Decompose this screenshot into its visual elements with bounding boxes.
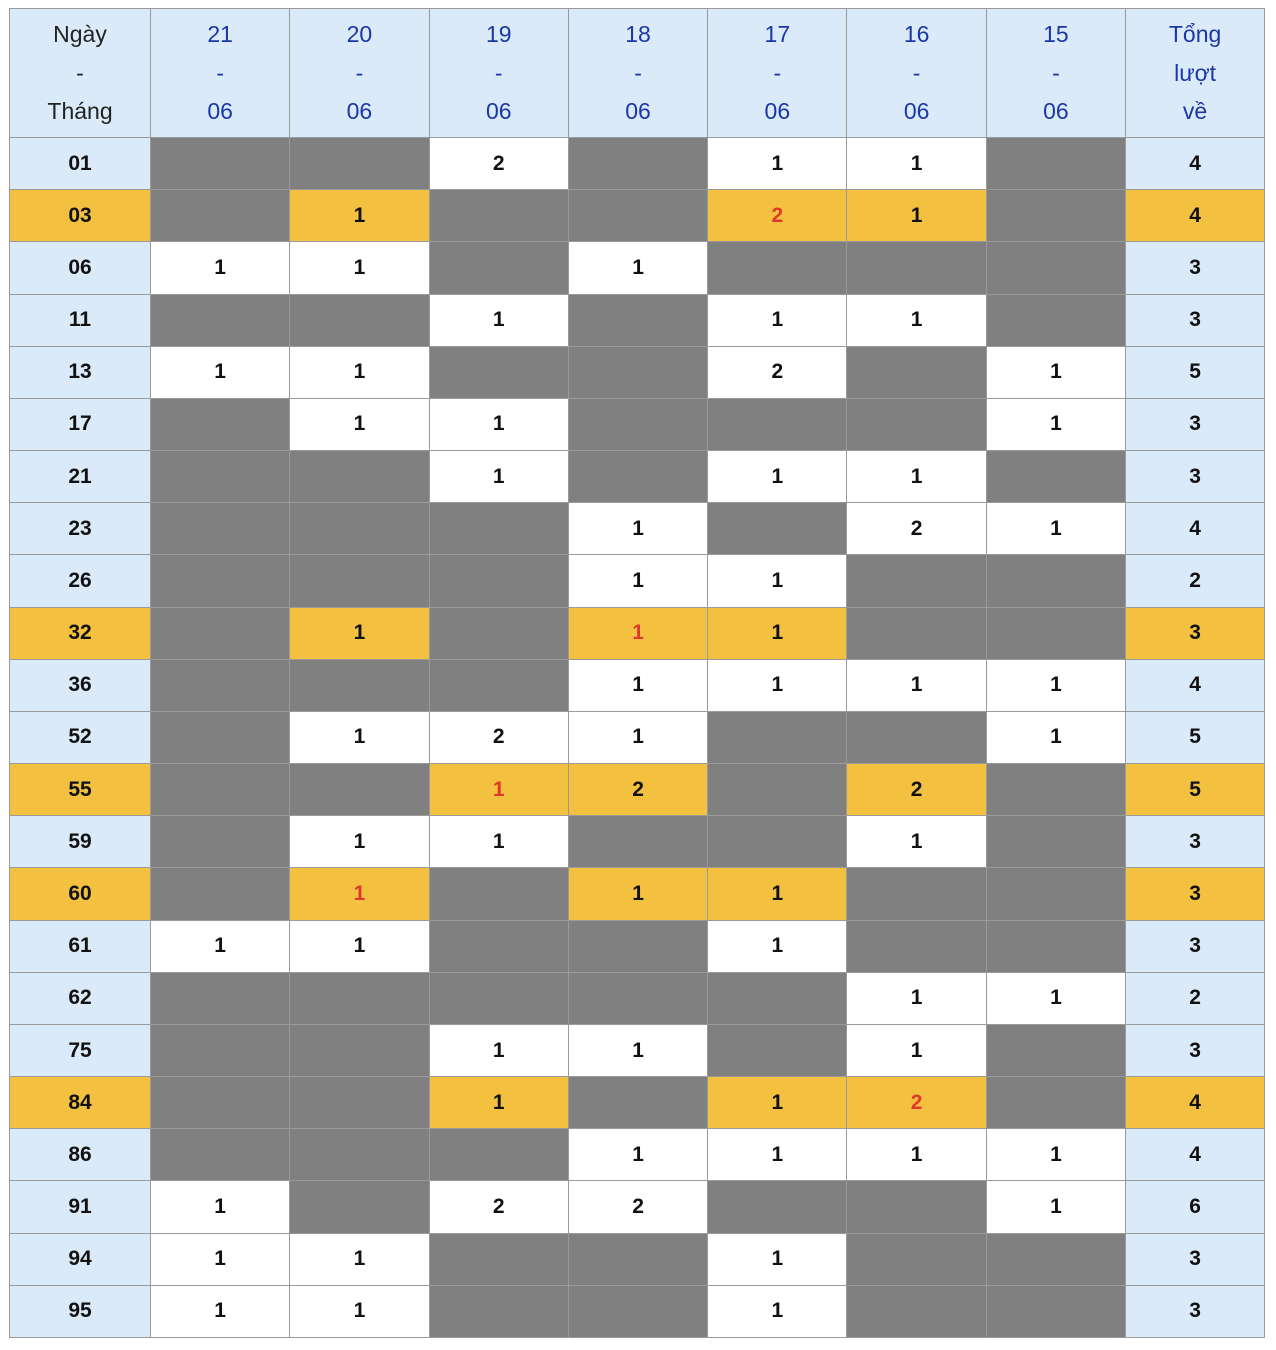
table-row — [10, 1129, 1265, 1181]
empty-cell — [847, 398, 986, 450]
header-month: 06 — [764, 98, 791, 125]
empty-cell — [429, 659, 568, 711]
empty-cell — [151, 398, 290, 450]
header-total-line: về — [1182, 98, 1208, 125]
count-cell: 1 — [151, 346, 290, 398]
table-row — [10, 555, 1265, 607]
header-date-16-06 — [847, 9, 986, 138]
row-total: 3 — [1126, 868, 1265, 920]
header-month: 06 — [625, 98, 651, 125]
empty-cell — [151, 816, 290, 868]
empty-cell — [429, 1129, 568, 1181]
row-number: 06 — [10, 242, 151, 294]
empty-cell — [986, 816, 1125, 868]
count-cell: 1 — [568, 1129, 707, 1181]
row-total: 4 — [1126, 503, 1265, 555]
empty-cell — [568, 920, 707, 972]
header-day: 17 — [764, 21, 791, 48]
row-number: 59 — [10, 816, 151, 868]
empty-cell — [429, 1285, 568, 1337]
count-cell: 1 — [986, 659, 1125, 711]
table-row — [10, 294, 1265, 346]
row-number: 62 — [10, 972, 151, 1024]
count-cell: 1 — [708, 607, 847, 659]
empty-cell — [986, 868, 1125, 920]
empty-cell — [151, 1024, 290, 1076]
empty-cell — [151, 607, 290, 659]
empty-cell — [847, 607, 986, 659]
count-cell: 1 — [986, 972, 1125, 1024]
row-total: 3 — [1126, 816, 1265, 868]
count-cell: 1 — [151, 1285, 290, 1337]
empty-cell — [568, 398, 707, 450]
header-separator: - — [1052, 59, 1060, 86]
row-number: 95 — [10, 1285, 151, 1337]
table-row — [10, 242, 1265, 294]
empty-cell — [429, 972, 568, 1024]
row-total: 3 — [1126, 1285, 1265, 1337]
row-number: 75 — [10, 1024, 151, 1076]
empty-cell — [429, 346, 568, 398]
empty-cell — [986, 138, 1125, 190]
row-number: 52 — [10, 711, 151, 763]
row-total: 3 — [1126, 451, 1265, 503]
table-row — [10, 711, 1265, 763]
row-number: 55 — [10, 764, 151, 816]
empty-cell — [847, 555, 986, 607]
empty-cell — [986, 451, 1125, 503]
count-cell: 1 — [986, 346, 1125, 398]
row-total: 4 — [1126, 138, 1265, 190]
empty-cell — [151, 972, 290, 1024]
empty-cell — [429, 1233, 568, 1285]
header-date-20-06 — [290, 9, 429, 138]
empty-cell — [568, 294, 707, 346]
count-cell: 1 — [151, 1233, 290, 1285]
count-cell: 1 — [429, 1077, 568, 1129]
count-cell: 1 — [986, 503, 1125, 555]
empty-cell — [290, 1077, 429, 1129]
header-day: 15 — [1043, 21, 1069, 48]
empty-cell — [847, 346, 986, 398]
count-cell: 1 — [290, 190, 429, 242]
count-cell: 1 — [568, 503, 707, 555]
table-row — [10, 503, 1265, 555]
count-cell: 1 — [429, 294, 568, 346]
empty-cell — [568, 1285, 707, 1337]
empty-cell — [151, 294, 290, 346]
row-number: 36 — [10, 659, 151, 711]
count-cell: 1 — [708, 659, 847, 711]
empty-cell — [568, 816, 707, 868]
count-cell: 1 — [568, 868, 707, 920]
count-cell: 1 — [708, 1129, 847, 1181]
table-row — [10, 451, 1265, 503]
empty-cell — [151, 1129, 290, 1181]
empty-cell — [986, 555, 1125, 607]
header-label-line: Ngày — [53, 21, 107, 48]
row-total: 3 — [1126, 607, 1265, 659]
header-date-label — [10, 9, 151, 138]
empty-cell — [708, 398, 847, 450]
count-cell: 1 — [290, 1285, 429, 1337]
empty-cell — [290, 1181, 429, 1233]
count-cell: 1 — [151, 242, 290, 294]
header-separator: - — [773, 59, 782, 86]
empty-cell — [708, 1024, 847, 1076]
empty-cell — [151, 659, 290, 711]
empty-cell — [290, 138, 429, 190]
count-cell: 1 — [986, 1129, 1125, 1181]
empty-cell — [986, 242, 1125, 294]
count-cell: 1 — [290, 1233, 429, 1285]
empty-cell — [568, 190, 707, 242]
empty-cell — [708, 816, 847, 868]
row-total: 5 — [1126, 764, 1265, 816]
header-total-line: lượt — [1174, 59, 1217, 86]
count-cell: 1 — [568, 607, 707, 659]
empty-cell — [429, 555, 568, 607]
empty-cell — [568, 138, 707, 190]
count-cell: 1 — [429, 764, 568, 816]
header-month: 06 — [903, 98, 930, 125]
count-cell: 1 — [290, 346, 429, 398]
row-total: 4 — [1126, 190, 1265, 242]
count-cell: 1 — [568, 555, 707, 607]
count-cell: 2 — [847, 1077, 986, 1129]
table-row — [10, 920, 1265, 972]
row-total: 5 — [1126, 346, 1265, 398]
header-total-line: Tổng — [1168, 21, 1222, 48]
empty-cell — [429, 503, 568, 555]
count-cell: 1 — [568, 1024, 707, 1076]
empty-cell — [290, 972, 429, 1024]
table-row — [10, 346, 1265, 398]
row-number: 91 — [10, 1181, 151, 1233]
empty-cell — [568, 346, 707, 398]
row-number: 21 — [10, 451, 151, 503]
header-day: 18 — [625, 21, 651, 48]
empty-cell — [986, 1024, 1125, 1076]
row-total: 2 — [1126, 555, 1265, 607]
header-separator: - — [355, 59, 364, 86]
row-number: 61 — [10, 920, 151, 972]
count-cell: 1 — [429, 451, 568, 503]
empty-cell — [708, 242, 847, 294]
empty-cell — [847, 1285, 986, 1337]
empty-cell — [151, 138, 290, 190]
row-total: 3 — [1126, 294, 1265, 346]
row-number: 60 — [10, 868, 151, 920]
table-row — [10, 190, 1265, 242]
count-cell: 2 — [568, 1181, 707, 1233]
row-total: 4 — [1126, 659, 1265, 711]
row-number: 03 — [10, 190, 151, 242]
count-cell: 1 — [429, 1024, 568, 1076]
empty-cell — [151, 1077, 290, 1129]
table-row — [10, 1024, 1265, 1076]
count-cell: 1 — [290, 242, 429, 294]
count-cell: 1 — [568, 711, 707, 763]
empty-cell — [986, 607, 1125, 659]
empty-cell — [429, 920, 568, 972]
count-cell: 1 — [847, 1024, 986, 1076]
count-cell: 1 — [151, 1181, 290, 1233]
header-date-17-06 — [708, 9, 847, 138]
count-cell: 1 — [847, 190, 986, 242]
count-cell: 2 — [429, 711, 568, 763]
count-cell: 2 — [847, 764, 986, 816]
count-cell: 2 — [708, 346, 847, 398]
row-total: 6 — [1126, 1181, 1265, 1233]
row-total: 4 — [1126, 1077, 1265, 1129]
header-row — [10, 9, 1265, 138]
empty-cell — [429, 190, 568, 242]
header-date-21-06 — [151, 9, 290, 138]
count-cell: 1 — [708, 294, 847, 346]
empty-cell — [847, 1233, 986, 1285]
empty-cell — [290, 555, 429, 607]
header-day: 20 — [346, 21, 373, 48]
count-cell: 2 — [847, 503, 986, 555]
empty-cell — [568, 972, 707, 1024]
count-cell: 1 — [708, 451, 847, 503]
count-cell: 1 — [290, 607, 429, 659]
count-cell: 1 — [151, 920, 290, 972]
header-day: 21 — [207, 21, 233, 48]
empty-cell — [847, 242, 986, 294]
header-date-18-06 — [568, 9, 707, 138]
empty-cell — [290, 1129, 429, 1181]
count-cell: 1 — [847, 816, 986, 868]
table-row — [10, 659, 1265, 711]
empty-cell — [290, 451, 429, 503]
count-cell: 1 — [708, 1077, 847, 1129]
count-cell: 1 — [429, 398, 568, 450]
header-date-19-06 — [429, 9, 568, 138]
row-number: 17 — [10, 398, 151, 450]
empty-cell — [847, 868, 986, 920]
empty-cell — [290, 294, 429, 346]
table-row — [10, 1285, 1265, 1337]
header-month: 06 — [1043, 98, 1069, 125]
count-cell: 1 — [986, 398, 1125, 450]
row-number: 13 — [10, 346, 151, 398]
table-row — [10, 972, 1265, 1024]
empty-cell — [151, 868, 290, 920]
header-month: 06 — [346, 98, 373, 125]
empty-cell — [986, 920, 1125, 972]
row-total: 4 — [1126, 1129, 1265, 1181]
count-cell: 1 — [986, 1181, 1125, 1233]
header-separator: - — [912, 59, 921, 86]
header-day: 19 — [485, 21, 512, 48]
table-row — [10, 1233, 1265, 1285]
empty-cell — [986, 764, 1125, 816]
count-cell: 1 — [847, 451, 986, 503]
empty-cell — [708, 711, 847, 763]
count-cell: 1 — [847, 1129, 986, 1181]
count-cell: 1 — [847, 659, 986, 711]
count-cell: 2 — [429, 1181, 568, 1233]
empty-cell — [151, 190, 290, 242]
table-row — [10, 764, 1265, 816]
count-cell: 1 — [708, 868, 847, 920]
empty-cell — [290, 764, 429, 816]
empty-cell — [847, 1181, 986, 1233]
empty-cell — [151, 451, 290, 503]
count-cell: 1 — [290, 816, 429, 868]
count-cell: 1 — [429, 816, 568, 868]
empty-cell — [986, 1077, 1125, 1129]
table-row — [10, 1077, 1265, 1129]
count-cell: 1 — [847, 294, 986, 346]
empty-cell — [708, 764, 847, 816]
count-cell: 2 — [429, 138, 568, 190]
count-cell: 1 — [290, 868, 429, 920]
row-number: 26 — [10, 555, 151, 607]
table-row — [10, 607, 1265, 659]
empty-cell — [847, 711, 986, 763]
row-number: 84 — [10, 1077, 151, 1129]
count-cell: 1 — [290, 920, 429, 972]
empty-cell — [429, 868, 568, 920]
count-cell: 1 — [708, 920, 847, 972]
header-day: 16 — [903, 21, 930, 48]
header-month: 06 — [485, 98, 512, 125]
row-total: 3 — [1126, 920, 1265, 972]
header-label-line: - — [76, 59, 84, 86]
table-body — [10, 138, 1265, 1338]
row-total: 3 — [1126, 242, 1265, 294]
table-row — [10, 138, 1265, 190]
header-separator: - — [634, 59, 642, 86]
row-number: 94 — [10, 1233, 151, 1285]
count-cell: 1 — [708, 555, 847, 607]
count-cell: 1 — [708, 138, 847, 190]
empty-cell — [568, 1233, 707, 1285]
row-number: 23 — [10, 503, 151, 555]
count-cell: 2 — [708, 190, 847, 242]
table-row — [10, 816, 1265, 868]
header-separator: - — [494, 59, 503, 86]
row-number: 86 — [10, 1129, 151, 1181]
count-cell: 1 — [568, 242, 707, 294]
empty-cell — [986, 1285, 1125, 1337]
empty-cell — [847, 920, 986, 972]
empty-cell — [429, 607, 568, 659]
table-row — [10, 398, 1265, 450]
count-cell: 1 — [568, 659, 707, 711]
row-total: 3 — [1126, 1024, 1265, 1076]
row-total: 2 — [1126, 972, 1265, 1024]
header-month: 06 — [207, 98, 233, 125]
table-row — [10, 1181, 1265, 1233]
header-total — [1126, 9, 1265, 138]
row-number: 01 — [10, 138, 151, 190]
header-label-line: Tháng — [47, 98, 113, 125]
empty-cell — [708, 503, 847, 555]
empty-cell — [986, 190, 1125, 242]
count-cell: 1 — [708, 1233, 847, 1285]
empty-cell — [151, 711, 290, 763]
count-cell: 1 — [290, 711, 429, 763]
empty-cell — [429, 242, 568, 294]
empty-cell — [568, 1077, 707, 1129]
count-cell: 1 — [986, 711, 1125, 763]
lottery-stat-table — [9, 8, 1265, 1338]
empty-cell — [290, 659, 429, 711]
empty-cell — [708, 972, 847, 1024]
empty-cell — [151, 503, 290, 555]
row-total: 3 — [1126, 1233, 1265, 1285]
row-number: 32 — [10, 607, 151, 659]
table-row — [10, 868, 1265, 920]
row-number: 11 — [10, 294, 151, 346]
empty-cell — [290, 1024, 429, 1076]
count-cell: 1 — [847, 138, 986, 190]
empty-cell — [151, 555, 290, 607]
row-total: 3 — [1126, 398, 1265, 450]
empty-cell — [986, 294, 1125, 346]
empty-cell — [568, 451, 707, 503]
empty-cell — [708, 1181, 847, 1233]
count-cell: 2 — [568, 764, 707, 816]
count-cell: 1 — [847, 972, 986, 1024]
header-separator: - — [216, 59, 224, 86]
empty-cell — [151, 764, 290, 816]
header-date-15-06 — [986, 9, 1125, 138]
empty-cell — [986, 1233, 1125, 1285]
row-total: 5 — [1126, 711, 1265, 763]
count-cell: 1 — [708, 1285, 847, 1337]
empty-cell — [290, 503, 429, 555]
count-cell: 1 — [290, 398, 429, 450]
